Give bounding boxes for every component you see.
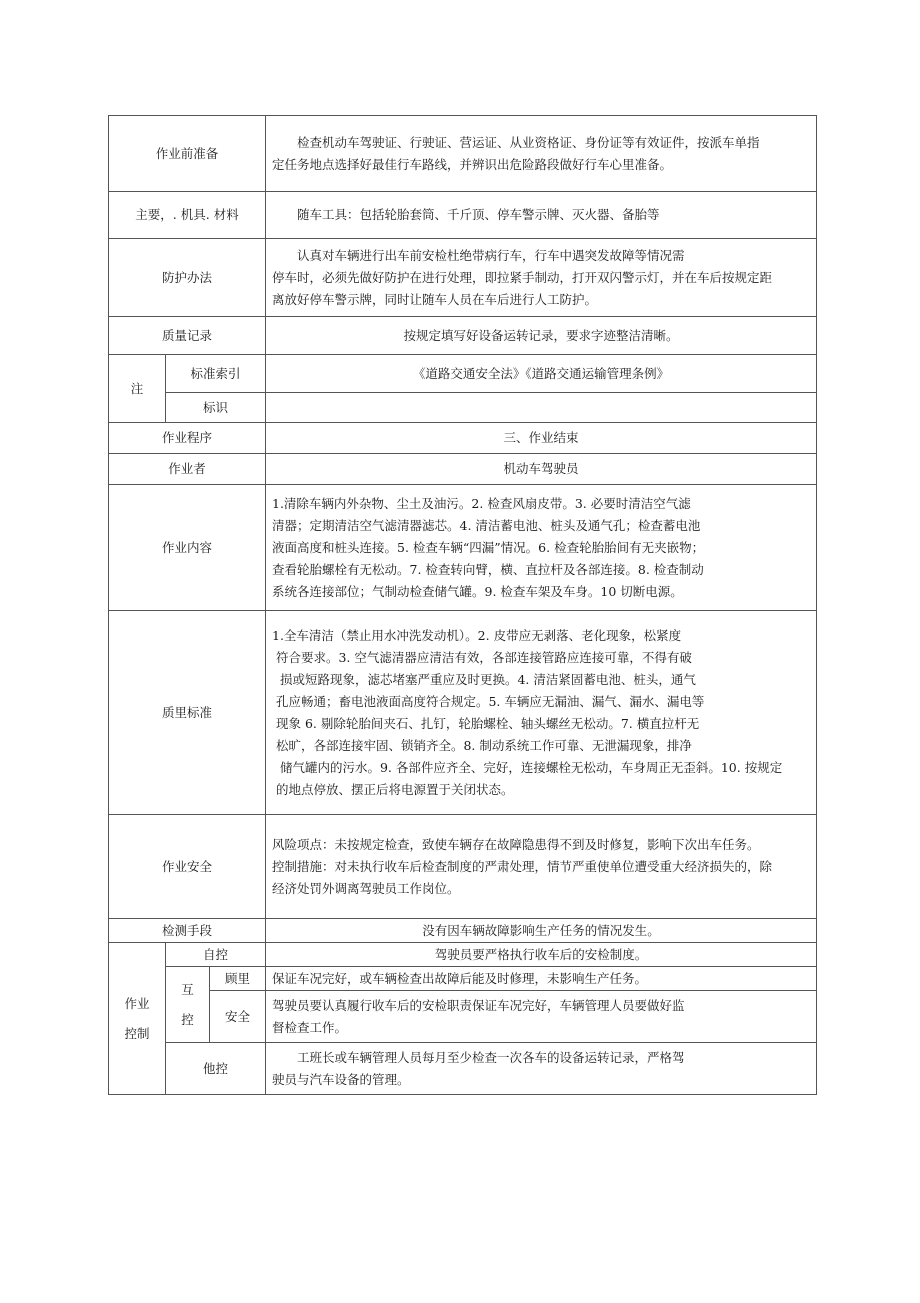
content-other-control: 工班长或车辆管理人员每月至少检查一次各车的设备运转记录，严格驾 驶员与汽车设备的管理。 (266, 1043, 817, 1095)
content-prep: 检查机动车驾驶证、行驶证、营运证、从业资格证、身份证等有效证件，按派车单指 定任务地点选择好最佳行车路线，并辨识出危险路段做好行车心里准备。 (266, 116, 817, 192)
row-detect (109, 919, 817, 943)
label-self-control: 自控 (166, 943, 266, 967)
row-standard (109, 611, 817, 815)
content-detect: 没有因车辆故障影响生产任务的情况发生。 (266, 919, 817, 943)
label-procedure: 作业程序 (109, 423, 266, 454)
row-mutual-quality (109, 967, 817, 991)
content-tools: 随车工具：包括轮胎套筒、千斤顶、停车警示牌、灭火器、备胎等 (266, 192, 817, 239)
row-mutual-safety (109, 991, 817, 1043)
content-procedure: 三、作业结束 (266, 423, 817, 454)
row-other-control (109, 1043, 817, 1095)
content-mark (266, 393, 817, 423)
label-operator: 作业者 (109, 454, 266, 485)
content-mutual-safety: 驾驶员要认真履行收车后的安检职责保证车况完好，车辆管理人员要做好监 督检查工作。 (266, 991, 817, 1043)
row-safety (109, 815, 817, 919)
label-note: 注 (109, 355, 166, 423)
row-quality-record (109, 317, 817, 355)
content-self-control: 驾驶员要严格执行收车后的安检制度。 (266, 943, 817, 967)
row-procedure (109, 423, 817, 454)
label-standard-index: 标准索引 (166, 355, 266, 393)
content-quality-record: 按规定填写好设备运转记录，要求字迹整洁清晰。 (266, 317, 817, 355)
label-content: 作业内容 (109, 485, 266, 611)
label-mutual-safety: 安全 (210, 991, 266, 1043)
label-standard: 质里标准 (109, 611, 266, 815)
content-operator: 机动车驾驶员 (266, 454, 817, 485)
content-protect: 认真对车辆进行出车前安检杜绝带病行车，行车中遇突发故障等情况需 停车时，必须先做好防护在进行处理，即拉紧手制动，打开双闪警示灯，并在车后按规定距 离放好停车警示牌，同时让随车人员在车后进行人工防护。 (266, 239, 817, 317)
label-control: 作业控制 (109, 943, 166, 1095)
content-standard-index: 《道路交通安全法》《道路交通运输管理条例》 (266, 355, 817, 393)
label-mark: 标识 (166, 393, 266, 423)
label-detect: 检测手段 (109, 919, 266, 943)
label-protect: 防护办法 (109, 239, 266, 317)
label-safety: 作业安全 (109, 815, 266, 919)
content-standard: 1.全车清洁（禁止用水冲洗发动机）。2. 皮带应无剥落、老化现象，松紧度 符合要求。3. 空气滤清器应清洁有效，各部连接管路应连接可靠，不得有破 损或短路现象，滤芯堵塞严重应及时更换。4. 清洁紧固蓄电池、桩头，通气 孔应畅通；畜电池液面高度符合规定。5. 车辆应无漏油、漏气、漏水、漏电等 现象 6. 剔除轮胎间夹石、扎钉，轮胎螺栓、轴头螺丝无松动。7. 横直拉杆无 松旷，各部连接牢固、锁销齐全。8. 制动系统工作可靠、无泄漏现象，排净 储气罐内的污水。9. 各部件应齐全、完好，连接螺栓无松动，车身周正无歪斜。10. 按规定 的地点停放、摆正后将电源置于关闭状态。 (266, 611, 817, 815)
label-prep: 作业前准备 (109, 116, 266, 192)
label-mutual-control: 互控 (166, 967, 210, 1043)
row-standard-index (109, 355, 817, 393)
label-mutual-quality: 顾里 (210, 967, 266, 991)
row-tools (109, 192, 817, 239)
content-work-content: 1.清除车辆内外杂物、尘土及油污。2. 检查风扇皮带。3. 必要时清洁空气滤 清器；定期清洁空气滤清器滤芯。4. 清洁蓄电池、桩头及通气孔；检查蓄电池 液面高度和桩头连接。5. 检查车辆“四漏”情况。6. 检查轮胎胎间有无夹嵌物； 查看轮胎螺栓有无松动。7. 检查转向臂，横、直拉杆及各部连接。8. 检查制动 系统各连接部位；气制动检查储气罐。9. 检查车架及车身。10 切断电源。 (266, 485, 817, 611)
content-mutual-quality: 保证车况完好，或车辆检查出故障后能及时修理，未影响生产任务。 (266, 967, 817, 991)
label-other-control: 他控 (166, 1043, 266, 1095)
row-mark (109, 393, 817, 423)
row-protect (109, 239, 817, 317)
content-safety: 风险项点：未按规定检查，致使车辆存在故障隐患得不到及时修复，影响下次出车任务。 控制措施：对未执行收车后检查制度的严肃处理，情节严重使单位遭受重大经济损失的，除 经济处罚外调离驾驶员工作岗位。 (266, 815, 817, 919)
row-self-control (109, 943, 817, 967)
row-content (109, 485, 817, 611)
label-quality-record: 质量记录 (109, 317, 266, 355)
row-operator (109, 454, 817, 485)
row-prep (109, 116, 817, 192)
label-tools: 主要，. 机具. 材料 (109, 192, 266, 239)
procedure-table (108, 115, 817, 1095)
